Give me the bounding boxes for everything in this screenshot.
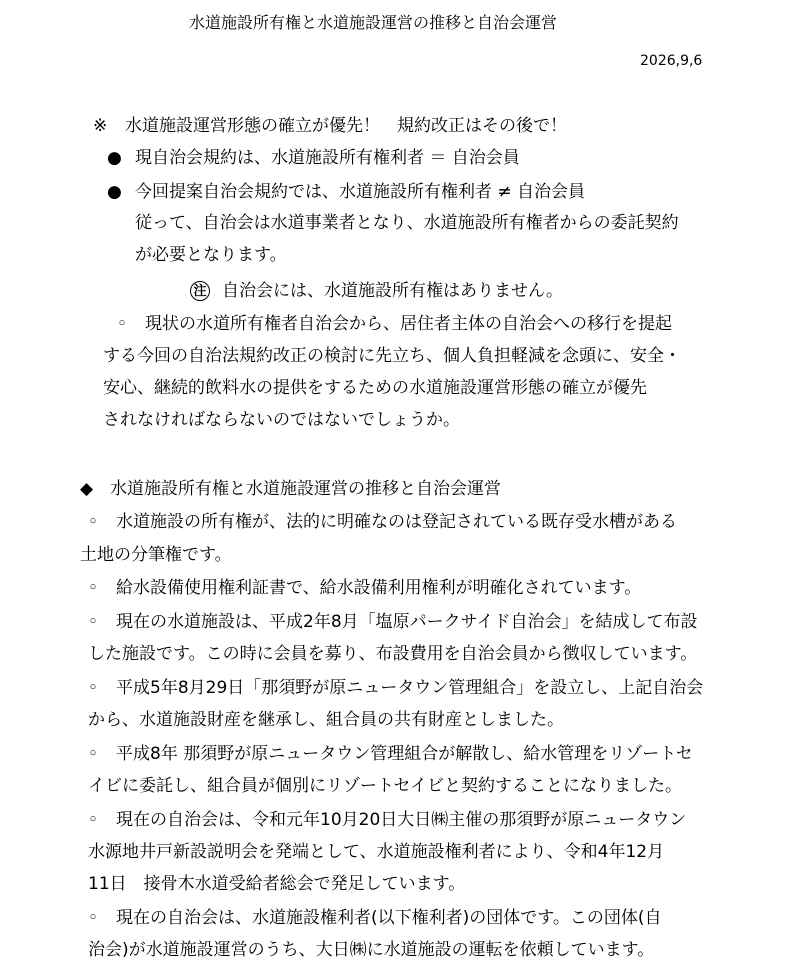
list-item-continuation: した施設です。この時に会員を募り、布設費用を自治会員から徴収しています。 bbox=[88, 644, 698, 664]
list-item: ◦ 水道施設の所有権が、法的に明確なのは登記されている既存受水槽がある bbox=[88, 512, 677, 532]
list-item: ◦ 現在の自治会は、水道施設権利者(以下権利者)の団体です。この団体(自 bbox=[88, 908, 662, 928]
bullet-continuation: 従って、自治会は水道事業者となり、水道施設所有権者からの委託契約 bbox=[135, 213, 679, 233]
section-heading bbox=[80, 478, 501, 500]
bullet-continuation: が必要となります。 bbox=[135, 245, 287, 265]
reference-mark: ※ bbox=[93, 116, 108, 136]
paragraph-line: 安心、継続的飲料水の提供をするための水道施設運営形態の確立が優先 bbox=[103, 378, 647, 398]
list-item-continuation: イビに委託し、組合員が個別にリゾートセイビと契約することになりました。 bbox=[88, 776, 682, 796]
bullet-icon: ● bbox=[107, 182, 122, 202]
bullet-item bbox=[107, 147, 520, 169]
list-item: ◦ 現在の水道施設は、平成2年8月「塩原パークサイド自治会」を結成して布設 bbox=[88, 612, 698, 632]
list-item: ◦ 現在の自治会は、令和元年10月20日大日㈱主催の那須野が原ニュータウン bbox=[88, 810, 687, 830]
bullet-text: 今回提案自治会規約では、水道施設所有権利者 ≠ 自治会員 bbox=[135, 182, 586, 202]
bullet-item bbox=[107, 181, 585, 203]
list-item-continuation: 水源地井戸新設説明会を発端として、水道施設権利者により、令和4年12月 bbox=[88, 842, 665, 862]
intro-heading-text: 水道施設運営形態の確立が優先！ 規約改正はその後で！ bbox=[125, 116, 567, 136]
paragraph-line: されなければならないのではないでしょうか。 bbox=[103, 410, 460, 430]
item-marker: ◦ bbox=[117, 314, 128, 334]
note-circle-icon: 注 bbox=[190, 281, 210, 301]
page-title: 水道施設所有権と水道施設運営の推移と自治会運営 bbox=[189, 13, 558, 32]
intro-heading bbox=[93, 115, 567, 137]
diamond-icon: ◆ bbox=[80, 479, 94, 499]
list-item: ◦ 平成5年8月29日「那須野が原ニュータウン管理組合」を設立し、上記自治会 bbox=[88, 678, 704, 698]
paragraph-line: する今回の自治法規約改正の検討に先立ち、個人負担軽減を念頭に、安全・ bbox=[103, 346, 681, 366]
list-item: ◦ 平成8年 那須野が原ニュータウン管理組合が解散し、給水管理をリゾートセ bbox=[88, 744, 693, 764]
list-item-continuation: 土地の分筆権です。 bbox=[80, 545, 232, 565]
section-heading-text: 水道施設所有権と水道施設運営の推移と自治会運営 bbox=[110, 479, 501, 499]
list-item-continuation: 11日 接骨木水道受給者総会で発足しています。 bbox=[88, 874, 466, 894]
list-item: ◦ 給水設備使用権利証書で、給水設備利用権利が明確化されています。 bbox=[88, 578, 642, 598]
bullet-icon: ● bbox=[107, 148, 122, 168]
list-item-continuation: 治会)が水道施設運営のうち、大日㈱に水道施設の運転を依頼しています。 bbox=[88, 940, 655, 960]
note-text: 自治会には、水道施設所有権はありません。 bbox=[222, 281, 564, 301]
note-line bbox=[190, 280, 563, 302]
paragraph-line: ◦ 現状の水道所有権者自治会から、居住者主体の自治会への移行を提起 bbox=[117, 314, 672, 334]
bullet-text: 現自治会規約は、水道施設所有権利者 ＝ 自治会員 bbox=[135, 148, 520, 168]
list-item-continuation: から、水道施設財産を継承し、組合員の共有財産としました。 bbox=[88, 710, 564, 730]
document-date: 2026,9,6 bbox=[640, 53, 703, 69]
